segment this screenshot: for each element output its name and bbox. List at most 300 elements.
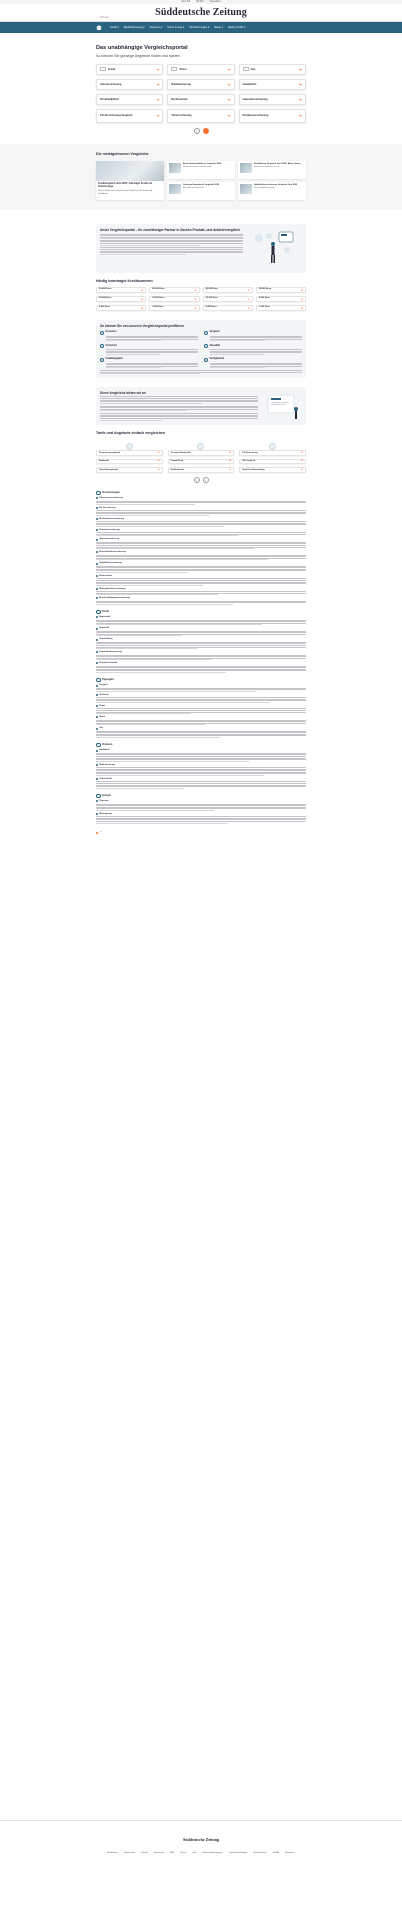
glossary-entry-title: Rechtsschutz xyxy=(99,574,113,577)
category-icon xyxy=(171,67,177,71)
arrow-right-icon: ➔ xyxy=(227,96,231,102)
tip-icon xyxy=(100,358,104,362)
glossary-entry-title: Kfz-Versicherung xyxy=(99,506,116,509)
glossary-entry-title: Autokredit xyxy=(99,627,110,630)
arrow-right-icon: ➔ xyxy=(247,287,250,292)
glossary-entry xyxy=(96,813,306,816)
amount-button[interactable] xyxy=(96,287,146,293)
bullet-icon xyxy=(96,639,98,641)
glossary-entry xyxy=(96,705,306,708)
tips-box xyxy=(96,320,306,379)
amount-label: 10.000 Euro xyxy=(205,297,218,300)
comparison-card-featured[interactable] xyxy=(96,161,164,200)
category-label: Kredit xyxy=(108,67,116,71)
category-label: Kfz-Versicherung Vergleich xyxy=(100,114,133,118)
amount-label: 5.000 Euro xyxy=(99,306,111,309)
nav-item[interactable]: Reise ▾ xyxy=(214,25,223,29)
bullet-icon xyxy=(96,764,98,766)
comparison-desc: Girokonto kostenlos und mit Prämie xyxy=(183,166,212,169)
bullet-icon xyxy=(96,705,98,707)
footer-link[interactable]: Presse xyxy=(179,1852,187,1855)
nav-item[interactable]: Handy & DSL ▾ xyxy=(227,25,246,29)
glossary-entry xyxy=(96,727,306,730)
arrow-right-icon: ➔ xyxy=(298,113,302,119)
category-label: Hausratversicherung xyxy=(242,97,268,101)
arrow-right-icon: ➔ xyxy=(193,296,197,301)
glossary-entry-text xyxy=(96,781,306,788)
glossary-entry-text xyxy=(96,688,306,692)
arrow-right-icon: ➔ xyxy=(155,66,160,72)
glossary-entry-title: Immobilienfinanzierung xyxy=(99,651,122,654)
glossary-entry xyxy=(96,764,306,767)
glossary-entry xyxy=(96,529,306,532)
glossary-heading xyxy=(96,678,306,683)
glossary-entry-text xyxy=(96,601,306,605)
glossary-section xyxy=(96,491,306,824)
tariff-item[interactable] xyxy=(239,440,306,456)
glossary-entry xyxy=(96,627,306,630)
amount-label: 3.000 Euro xyxy=(152,306,164,309)
arrow-right-icon: ➔ xyxy=(247,305,250,310)
bullet-icon xyxy=(96,778,98,780)
arrow-right-icon: ➔ xyxy=(157,466,160,471)
amount-button[interactable] xyxy=(203,305,253,311)
glossary-entry-title: Haftpflichtversicherung xyxy=(99,562,122,565)
bullet-icon xyxy=(96,662,98,664)
bullet-icon xyxy=(96,800,98,802)
arrow-right-icon: ➔ xyxy=(300,466,303,471)
arrow-right-icon: ➔ xyxy=(193,287,197,292)
arrow-right-icon: ➔ xyxy=(298,96,302,102)
bullet-icon xyxy=(96,529,98,531)
arrow-right-icon: ➔ xyxy=(157,458,160,463)
category-label: Handytarife xyxy=(242,82,257,86)
glossary-entry-title: Kontokorrentkredit xyxy=(99,662,118,665)
amount-button[interactable] xyxy=(96,305,146,311)
page-subtitle: So können Sie günstige Angebote finden und sparen xyxy=(96,54,180,59)
bullet-icon xyxy=(96,575,98,577)
arrow-right-icon: ➔ xyxy=(300,287,303,292)
comparison-title: Günstige Handytarife Vergleich 2025 xyxy=(183,183,220,186)
amounts-title: Häufig beantragte Kreditsummen xyxy=(96,278,153,283)
bullet-icon xyxy=(96,716,98,718)
glossary-entry-text xyxy=(96,804,306,811)
footer-link[interactable]: AGB xyxy=(169,1852,174,1855)
tip-icon xyxy=(204,331,208,335)
page-title: Das unabhängige Vergleichsportal xyxy=(96,45,188,51)
offers-title: Diese Vergleiche bieten wir an xyxy=(100,391,146,396)
glossary-entry xyxy=(96,716,306,719)
tip-icon xyxy=(100,331,104,335)
footer-link[interactable]: Kontakt xyxy=(141,1852,148,1855)
glossary-entry xyxy=(96,497,306,500)
glossary-entry-text xyxy=(96,532,306,536)
glossary-entry xyxy=(96,749,306,752)
category-label: Gas xyxy=(250,67,256,71)
category-pager xyxy=(96,128,306,134)
arrow-right-icon: ➔ xyxy=(228,458,232,463)
amount-label: 15.000 Euro xyxy=(152,297,165,300)
glossary-entry xyxy=(96,662,306,665)
category-icon xyxy=(96,678,101,683)
comparison-thumb xyxy=(240,184,252,194)
back-to-top[interactable]: ▲ xyxy=(96,831,306,834)
glossary-entry-title: Girokonto xyxy=(99,693,109,696)
category-label: Rechtsschutz xyxy=(171,97,188,101)
glossary-entry-title: Strom xyxy=(99,716,105,719)
glossary-entry xyxy=(96,551,306,554)
glossary-entry-title: Gas xyxy=(99,727,103,730)
comparison-card[interactable] xyxy=(238,161,306,179)
footer-link[interactable]: SZ Abo xyxy=(272,1852,280,1855)
tariff-icon xyxy=(197,443,204,450)
footer-link[interactable]: Cookie-Einstellungen xyxy=(228,1852,248,1855)
bullet-icon xyxy=(96,497,98,499)
tip-icon xyxy=(204,344,208,348)
glossary-entry xyxy=(96,588,306,591)
footer-link[interactable]: Datenschutz xyxy=(123,1852,136,1855)
comparisons-section xyxy=(0,144,402,210)
glossary-entry-text xyxy=(96,697,306,703)
partner-box xyxy=(96,224,306,273)
tariffs-pager xyxy=(96,477,306,483)
category-card[interactable] xyxy=(239,109,306,123)
tips-title: So können Sie von unseren Vergleichsportal profitieren xyxy=(100,323,185,328)
category-label: Autoversicherung xyxy=(100,82,122,86)
glossary-entry-title: Krankenversicherung xyxy=(99,528,120,531)
glossary-entry xyxy=(96,507,306,510)
next-page-button[interactable]: › xyxy=(203,128,209,134)
glossary-entry-title: Risikolebensversicherung xyxy=(99,517,125,520)
tariff-label: Prepaid Tarife xyxy=(170,460,184,463)
nav-item[interactable]: Versicherungen ▾ xyxy=(189,25,210,29)
amount-button[interactable] xyxy=(256,296,306,302)
glossary-entry xyxy=(96,638,306,641)
amount-label: 40.000 Euro xyxy=(205,288,218,291)
category-icon xyxy=(96,794,101,799)
bullet-icon xyxy=(96,551,98,553)
tariffs-next-button[interactable]: › xyxy=(203,477,209,483)
nav-item[interactable]: Finanzen ▾ xyxy=(149,25,163,29)
arrow-right-icon: ➔ xyxy=(227,113,231,119)
glossary-entry xyxy=(96,616,306,619)
category-card[interactable] xyxy=(239,79,306,90)
tariff-item[interactable] xyxy=(96,459,163,465)
arrow-right-icon: ➔ xyxy=(298,66,302,72)
category-card[interactable] xyxy=(96,79,163,90)
amount-button[interactable] xyxy=(256,287,306,293)
tariff-item[interactable] xyxy=(168,467,235,473)
comparison-card[interactable] xyxy=(167,182,235,200)
comparisons-title: Die meistgelesenen Vergleiche xyxy=(96,151,149,156)
tariff-label: Kredit für Selbstständige xyxy=(242,468,265,471)
category-card[interactable] xyxy=(96,64,163,75)
nav-item[interactable]: Kredit ▾ xyxy=(110,25,119,29)
bullet-icon xyxy=(96,651,98,653)
bullet-icon xyxy=(96,813,98,815)
glossary-heading-label: Versicherungen xyxy=(102,491,120,495)
arrow-right-icon: ➔ xyxy=(228,466,232,471)
comparison-thumb xyxy=(240,163,252,173)
category-card[interactable] xyxy=(167,79,234,90)
glossary-heading xyxy=(96,491,306,496)
amount-label: 60.000 Euro xyxy=(99,288,112,291)
footer-link[interactable]: Impressum xyxy=(153,1852,164,1855)
comparison-title: Beste Kontomodelle im Vergleich 2025 xyxy=(183,162,222,165)
arrow-right-icon: ➔ xyxy=(155,113,160,119)
comparison-desc: Private Haftpflicht günstig xyxy=(254,187,275,190)
tariff-icon xyxy=(126,443,133,450)
amount-button[interactable] xyxy=(256,305,306,311)
bullet-icon xyxy=(96,597,98,599)
glossary-entry-text xyxy=(96,720,306,726)
topbar-link-login[interactable]: Anmelden xyxy=(209,0,221,4)
glossary-entry xyxy=(96,800,306,803)
glossary-entry-title: Ratenkredit xyxy=(99,616,111,619)
glossary-entry-title: Depot xyxy=(99,704,105,707)
glossary-entry xyxy=(96,651,306,654)
arrow-right-icon: ➔ xyxy=(300,296,303,301)
glossary-entry-text xyxy=(96,542,306,549)
glossary-heading-label: Energie xyxy=(102,794,111,798)
glossary-entry-text xyxy=(96,578,306,585)
site-footer xyxy=(0,1820,402,1920)
glossary-entry-title: Wohngebäudeversicherung xyxy=(99,587,126,590)
amount-label: 25.000 Euro xyxy=(258,288,272,291)
topbar-link-sz[interactable]: Zum SZ xyxy=(181,0,190,4)
bullet-icon xyxy=(96,685,98,687)
glossary-entry-text xyxy=(96,753,306,762)
main-content xyxy=(96,45,306,134)
glossary-entry xyxy=(96,575,306,578)
amount-button[interactable] xyxy=(96,296,146,302)
comparison-card[interactable] xyxy=(167,161,235,179)
tip-title: Aktualität xyxy=(209,344,220,347)
prev-page-button[interactable]: ‹ xyxy=(194,128,200,134)
glossary-entry xyxy=(96,694,306,697)
arrow-right-icon: ➔ xyxy=(155,81,160,87)
tariff-icon xyxy=(269,443,276,450)
tariff-label: Finanzierungsvergleich xyxy=(99,451,121,454)
tariff-item[interactable] xyxy=(239,467,306,473)
comparison-desc: Welche Kredite sind aktuell günstig? Vergleichen Sie Zinsen und Konditionen. xyxy=(98,190,152,195)
category-label: Baufinanzierung xyxy=(171,82,191,86)
glossary-heading xyxy=(96,743,306,748)
comparison-title: Kreditkarten Vergleich Juni 2025 | Beste Karten xyxy=(254,162,301,165)
topbar-link-abo[interactable]: SZ Abo xyxy=(195,0,204,4)
glossary-entry xyxy=(96,518,306,521)
category-icon xyxy=(96,491,101,496)
tariff-label: Günstige Ratenkredite xyxy=(170,451,191,454)
footer-links xyxy=(81,1852,321,1855)
comparison-desc: Kostenlose Kreditkarten im Test xyxy=(254,166,280,169)
glossary-heading-label: Finanzen xyxy=(102,743,113,747)
masthead xyxy=(0,4,402,22)
tariff-item[interactable] xyxy=(168,459,235,465)
nav-item[interactable]: Strom & Gas ▾ xyxy=(167,25,185,29)
amount-button[interactable] xyxy=(203,296,253,302)
tip-item xyxy=(100,344,198,354)
glossary-entry xyxy=(96,597,306,600)
tariff-label: DSL Vergleich xyxy=(242,460,256,463)
arrow-right-icon: ➔ xyxy=(140,305,144,310)
ad-label: Anzeige xyxy=(100,17,110,19)
site-logo[interactable]: Süddeutsche Zeitung xyxy=(155,6,247,18)
arrow-right-icon: ➔ xyxy=(228,449,232,454)
offers-box xyxy=(96,387,306,425)
arrow-right-icon: ➔ xyxy=(227,66,231,72)
glossary-entry-text xyxy=(96,666,306,673)
arrow-right-icon: ➔ xyxy=(140,287,144,292)
glossary-entry-title: Online-Kredit xyxy=(99,777,112,780)
glossary-entry-title: Festgeld xyxy=(99,684,108,687)
glossary-entry-text xyxy=(96,521,306,527)
glossary-entry-title: Baufinanzierung xyxy=(99,763,115,766)
arrow-right-icon: ➔ xyxy=(298,81,302,87)
amount-button[interactable] xyxy=(149,296,199,302)
glossary-entry xyxy=(96,562,306,565)
glossary-entry-text xyxy=(96,731,306,738)
glossary-entry-text xyxy=(96,501,306,505)
glossary-entry-text xyxy=(96,620,306,626)
tip-item xyxy=(204,358,302,368)
bullet-icon xyxy=(96,507,98,509)
glossary-entry-title: Reiserücktrittsversicherung xyxy=(99,551,126,554)
tariffs-grid xyxy=(96,440,306,473)
amount-label: 2.000 Euro xyxy=(205,306,217,309)
glossary-entry xyxy=(96,684,306,687)
category-card[interactable] xyxy=(167,94,234,105)
comparison-title: Kreditvergleich Juni 2025 | Günstiger Kredit mit Sofortzusage xyxy=(98,182,153,189)
amount-button[interactable] xyxy=(149,287,199,293)
partner-title: Unser Vergleichsportal – Ihr zuverlässiger Partner in Sachen Produkt- und Anbietervergleich xyxy=(100,227,240,232)
bullet-icon xyxy=(96,750,98,752)
nav-item[interactable]: Baufinanzierung ▾ xyxy=(123,25,145,29)
bullet-icon xyxy=(96,628,98,630)
tip-icon xyxy=(100,344,104,348)
offers-illustration xyxy=(262,391,302,421)
amount-button[interactable] xyxy=(203,287,253,293)
tariff-item[interactable] xyxy=(168,440,235,456)
glossary-heading-label: Tagesgeld xyxy=(102,678,114,682)
glossary-entry-title: Hausratversicherung xyxy=(99,538,120,541)
category-label: Strom xyxy=(179,67,187,71)
arrow-right-icon: ➔ xyxy=(300,449,303,454)
home-icon[interactable] xyxy=(96,25,102,30)
category-icon xyxy=(243,67,249,71)
tips-footer-text xyxy=(100,370,302,374)
amount-label: 80.000 Euro xyxy=(152,288,165,291)
bullet-icon xyxy=(96,616,98,618)
glossary-entry-title: Zahnzusatzversicherung xyxy=(99,497,123,500)
arrow-right-icon: ➔ xyxy=(300,458,303,463)
tip-item xyxy=(100,331,198,341)
glossary-entry-text xyxy=(96,642,306,649)
glossary-heading xyxy=(96,610,306,615)
category-card[interactable] xyxy=(96,94,163,105)
arrow-right-icon: ➔ xyxy=(227,81,231,87)
glossary-heading xyxy=(96,794,306,799)
tariffs-prev-button[interactable]: ‹ xyxy=(194,477,200,483)
category-label: Tierversicherung xyxy=(171,114,192,118)
comparison-image xyxy=(96,161,164,181)
category-card[interactable] xyxy=(167,109,234,123)
glossary-entry-title: Berufsunfähigkeitsversicherung xyxy=(99,597,130,600)
category-card[interactable] xyxy=(96,109,163,123)
tip-title: Kostenlos xyxy=(105,331,117,334)
glossary-entry-title: Umschuldung xyxy=(99,638,113,641)
amount-button[interactable] xyxy=(149,305,199,311)
arrow-right-icon: ➔ xyxy=(300,305,303,310)
tip-item xyxy=(100,358,198,368)
tariff-item[interactable] xyxy=(96,467,163,473)
partner-body xyxy=(100,234,243,255)
bullet-icon xyxy=(96,728,98,730)
arrow-right-icon: ➔ xyxy=(157,449,160,454)
amount-label: 20.000 Euro xyxy=(99,297,112,300)
tariffs-title: Tarife und Angebote einfach vergleichen xyxy=(96,431,166,436)
category-icon xyxy=(96,610,101,615)
footer-link[interactable]: Mediadaten xyxy=(107,1852,118,1855)
glossary-entry xyxy=(96,538,306,541)
glossary-entry-text xyxy=(96,655,306,661)
category-card[interactable] xyxy=(239,94,306,105)
glossary-entry-text xyxy=(96,816,306,823)
glossary-entry xyxy=(96,778,306,781)
bullet-icon xyxy=(96,694,98,696)
amounts-grid xyxy=(96,287,306,311)
category-icon xyxy=(100,67,106,71)
tariff-item[interactable] xyxy=(96,440,163,456)
glossary-entry-text xyxy=(96,555,306,561)
glossary-entry-title: Kreditkarte xyxy=(99,749,110,752)
comparison-title: Haftpflichtversicherung Vergleich Juni 2025 xyxy=(254,183,298,186)
footer-link[interactable]: Nutzungsbedingungen xyxy=(202,1852,223,1855)
glossary-entry-text xyxy=(96,510,306,516)
category-label: Privathaftpflicht xyxy=(100,97,120,101)
category-grid xyxy=(96,64,306,123)
tip-title: Unabhängigkeit xyxy=(105,358,123,361)
arrow-right-icon: ➔ xyxy=(140,296,144,301)
glossary-entry-title: Wärmepumpe xyxy=(99,812,113,815)
tariff-item[interactable] xyxy=(239,459,306,465)
arrow-right-icon: ➔ xyxy=(193,305,197,310)
tip-icon xyxy=(204,358,208,362)
glossary-entry-text xyxy=(96,566,306,573)
footer-link[interactable]: Barrierefreiheit xyxy=(253,1852,267,1855)
glossary-entry-text xyxy=(96,631,306,637)
footer-logo[interactable]: Süddeutsche Zeitung xyxy=(183,1837,219,1842)
category-label: Krankenversicherung xyxy=(242,114,269,118)
comparison-card[interactable] xyxy=(238,182,306,200)
category-card[interactable] xyxy=(167,64,234,75)
glossary-entry-text xyxy=(96,708,306,714)
glossary-entry-text xyxy=(96,591,306,595)
main-navigation xyxy=(0,22,402,33)
tip-item xyxy=(204,344,302,354)
footer-link[interactable]: Newsletter xyxy=(285,1852,295,1855)
amount-label: 8.000 Euro xyxy=(258,297,270,300)
bullet-icon xyxy=(96,539,98,541)
comparison-desc: Allnet-Flat und Datentarife xyxy=(183,187,204,190)
amount-label: 1.000 Euro xyxy=(258,306,270,309)
footer-link[interactable]: Jobs xyxy=(192,1852,197,1855)
tariff-label: Umschuldungskredit xyxy=(99,468,118,471)
tip-title: Sicherheit xyxy=(105,344,117,347)
category-card[interactable] xyxy=(239,64,306,75)
comparison-thumb xyxy=(169,184,181,194)
tip-item xyxy=(204,331,302,341)
